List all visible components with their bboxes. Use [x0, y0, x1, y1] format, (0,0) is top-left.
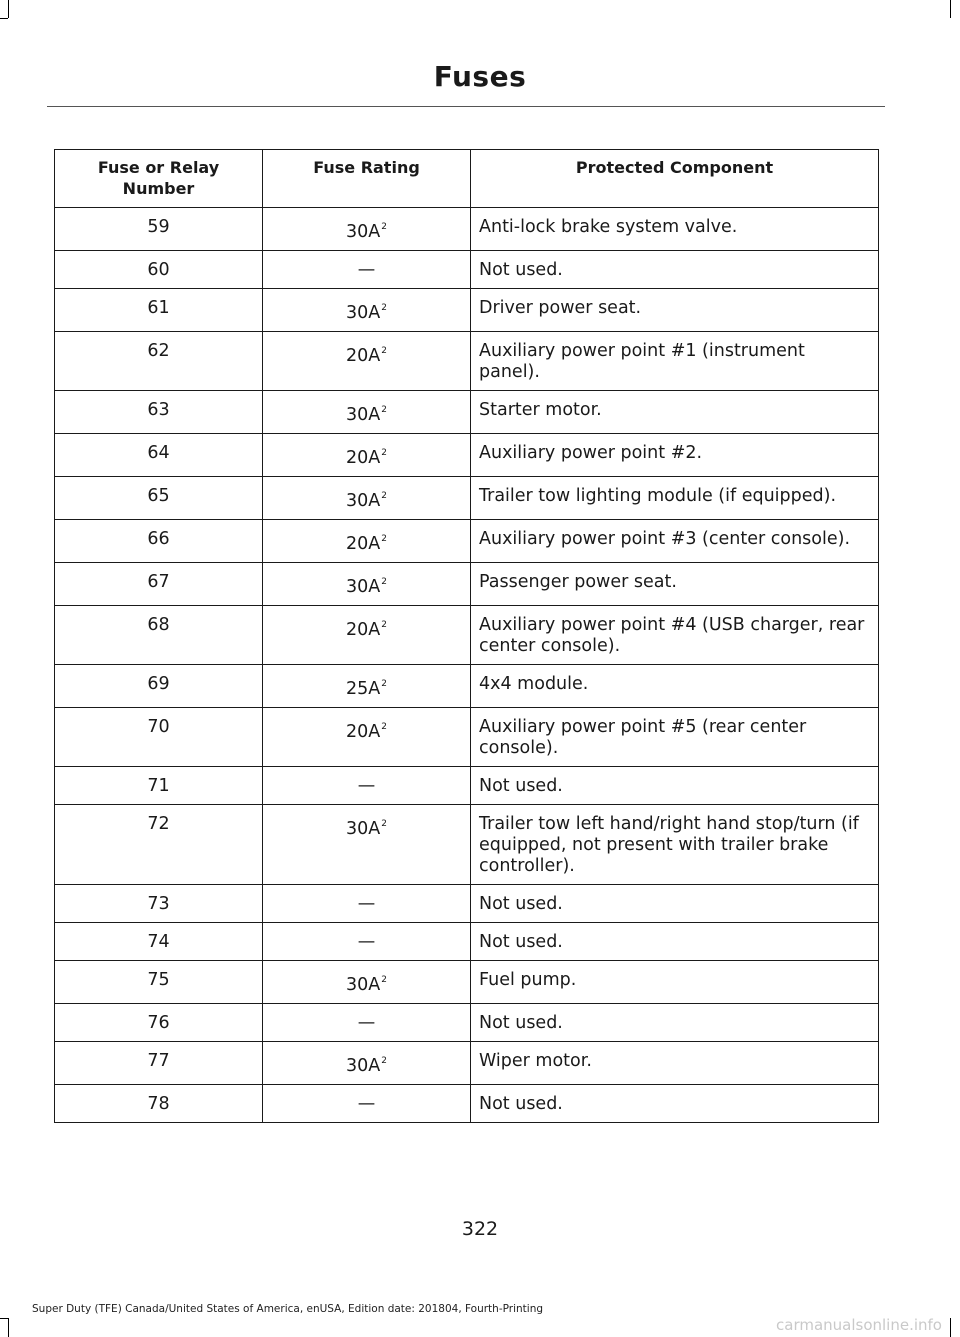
- fuse-rating-value: 30A: [346, 303, 381, 323]
- table-row: [55, 477, 879, 520]
- footnote-marker: 2: [381, 620, 387, 630]
- footnote-marker: 2: [381, 346, 387, 356]
- protected-component-cell: Not used.: [471, 1085, 879, 1123]
- protected-component-cell: Fuel pump.: [471, 961, 879, 1004]
- fuse-number-cell: 63: [55, 391, 263, 434]
- protected-component-cell: Auxiliary power point #5 (rear center console).: [471, 708, 879, 767]
- fuse-rating-value: 30A: [346, 819, 381, 839]
- table-row: [55, 251, 879, 289]
- table-row: [55, 391, 879, 434]
- footnote-marker: 2: [381, 975, 387, 985]
- fuse-rating-value: 25A: [346, 679, 381, 699]
- table-row: [55, 434, 879, 477]
- protected-component-cell: 4x4 module.: [471, 665, 879, 708]
- crop-mark-bottom-left-h: [0, 1318, 8, 1319]
- fuse-rating-value: 20A: [346, 534, 381, 554]
- table-row: [55, 961, 879, 1004]
- fuse-number-cell: 65: [55, 477, 263, 520]
- crop-mark-top-left-h: [0, 18, 8, 19]
- protected-component-cell: Trailer tow lighting module (if equipped).: [471, 477, 879, 520]
- fuse-rating-value: 30A: [346, 1056, 381, 1076]
- footnote-marker: 2: [381, 819, 387, 829]
- fuse-rating-value: —: [357, 260, 376, 280]
- fuse-rating-value: —: [357, 1094, 376, 1114]
- footnote-marker: 2: [381, 222, 387, 232]
- footnote-marker: 2: [381, 448, 387, 458]
- crop-mark-top-right-v: [950, 0, 951, 18]
- table-row: [55, 289, 879, 332]
- protected-component-cell: Auxiliary power point #1 (instrument panel).: [471, 332, 879, 391]
- fuse-number-cell: 62: [55, 332, 263, 391]
- fuse-rating-cell: [263, 961, 471, 1004]
- fuse-rating-cell: [263, 1004, 471, 1042]
- fuse-rating-value: —: [357, 776, 376, 796]
- fuse-table: [54, 149, 879, 1123]
- protected-component-cell: Anti-lock brake system valve.: [471, 208, 879, 251]
- protected-component-cell: Not used.: [471, 923, 879, 961]
- title-divider: [47, 106, 885, 107]
- footnote-marker: 2: [381, 405, 387, 415]
- fuse-rating-cell: [263, 923, 471, 961]
- fuse-number-cell: 61: [55, 289, 263, 332]
- fuse-number-cell: 77: [55, 1042, 263, 1085]
- fuse-number-cell: 68: [55, 606, 263, 665]
- fuse-rating-cell: [263, 332, 471, 391]
- watermark: carmanualsonline.info: [776, 1316, 942, 1334]
- fuse-number-cell: 71: [55, 767, 263, 805]
- fuse-rating-cell: [263, 1085, 471, 1123]
- fuse-rating-cell: [263, 1042, 471, 1085]
- crop-mark-top-left-v: [8, 0, 9, 18]
- fuse-rating-value: —: [357, 1013, 376, 1033]
- crop-mark-bottom-left-v: [8, 1318, 9, 1337]
- table-row: [55, 520, 879, 563]
- table-row: [55, 606, 879, 665]
- footer-edition-text: Super Duty (TFE) Canada/United States of America, enUSA, Edition date: 201804, Fourth-Printing: [32, 1303, 544, 1315]
- fuse-number-cell: 60: [55, 251, 263, 289]
- table-row: [55, 1042, 879, 1085]
- crop-mark-bottom-right-v: [950, 1318, 951, 1337]
- footnote-marker: 2: [381, 303, 387, 313]
- table-row: [55, 563, 879, 606]
- table-row: [55, 805, 879, 885]
- fuse-rating-cell: [263, 708, 471, 767]
- fuse-rating-value: 30A: [346, 577, 381, 597]
- protected-component-cell: Trailer tow left hand/right hand stop/turn (if equipped, not present with trailer brake controller).: [471, 805, 879, 885]
- protected-component-cell: Driver power seat.: [471, 289, 879, 332]
- table-header-row: [55, 150, 879, 208]
- fuse-rating-cell: [263, 665, 471, 708]
- fuse-rating-cell: [263, 289, 471, 332]
- fuse-rating-value: 20A: [346, 448, 381, 468]
- header-fuse-rating: Fuse Rating: [263, 150, 471, 208]
- fuse-number-cell: 75: [55, 961, 263, 1004]
- footnote-marker: 2: [381, 679, 387, 689]
- fuse-rating-value: 30A: [346, 491, 381, 511]
- fuse-table-body: [55, 208, 879, 1123]
- fuse-rating-value: 20A: [346, 722, 381, 742]
- table-row: [55, 708, 879, 767]
- fuse-rating-cell: [263, 606, 471, 665]
- table-row: [55, 923, 879, 961]
- fuse-rating-cell: [263, 805, 471, 885]
- header-fuse-number: Fuse or Relay Number: [55, 150, 263, 208]
- footnote-marker: 2: [381, 491, 387, 501]
- footnote-marker: 2: [381, 1056, 387, 1066]
- fuse-rating-cell: [263, 434, 471, 477]
- fuse-number-cell: 72: [55, 805, 263, 885]
- protected-component-cell: Auxiliary power point #3 (center console).: [471, 520, 879, 563]
- fuse-number-cell: 64: [55, 434, 263, 477]
- fuse-rating-value: 20A: [346, 620, 381, 640]
- fuse-number-cell: 78: [55, 1085, 263, 1123]
- table-row: [55, 208, 879, 251]
- fuse-rating-cell: [263, 563, 471, 606]
- fuse-rating-value: 30A: [346, 222, 381, 242]
- table-row: [55, 1085, 879, 1123]
- header-protected-component: Protected Component: [471, 150, 879, 208]
- protected-component-cell: Not used.: [471, 251, 879, 289]
- table-row: [55, 885, 879, 923]
- protected-component-cell: Auxiliary power point #2.: [471, 434, 879, 477]
- fuse-number-cell: 66: [55, 520, 263, 563]
- fuse-rating-value: 30A: [346, 975, 381, 995]
- footnote-marker: 2: [381, 722, 387, 732]
- fuse-rating-cell: [263, 477, 471, 520]
- fuse-number-cell: 73: [55, 885, 263, 923]
- fuse-rating-cell: [263, 885, 471, 923]
- fuse-number-cell: 67: [55, 563, 263, 606]
- fuse-rating-value: —: [357, 894, 376, 914]
- footnote-marker: 2: [381, 534, 387, 544]
- fuse-number-cell: 69: [55, 665, 263, 708]
- fuse-number-cell: 59: [55, 208, 263, 251]
- footnote-marker: 2: [381, 577, 387, 587]
- fuse-rating-cell: [263, 767, 471, 805]
- fuse-number-cell: 70: [55, 708, 263, 767]
- protected-component-cell: Not used.: [471, 885, 879, 923]
- table-row: [55, 1004, 879, 1042]
- fuse-rating-value: —: [357, 932, 376, 952]
- protected-component-cell: Wiper motor.: [471, 1042, 879, 1085]
- table-row: [55, 767, 879, 805]
- fuse-number-cell: 76: [55, 1004, 263, 1042]
- page-number: 322: [461, 1218, 499, 1240]
- fuse-rating-cell: [263, 520, 471, 563]
- protected-component-cell: Not used.: [471, 767, 879, 805]
- fuse-rating-cell: [263, 208, 471, 251]
- fuse-rating-cell: [263, 251, 471, 289]
- protected-component-cell: Not used.: [471, 1004, 879, 1042]
- table-row: [55, 332, 879, 391]
- protected-component-cell: Auxiliary power point #4 (USB charger, rear center console).: [471, 606, 879, 665]
- fuse-rating-value: 30A: [346, 405, 381, 425]
- fuse-rating-value: 20A: [346, 346, 381, 366]
- fuse-rating-cell: [263, 391, 471, 434]
- table-row: [55, 665, 879, 708]
- page-title: Fuses: [433, 60, 527, 93]
- protected-component-cell: Starter motor.: [471, 391, 879, 434]
- protected-component-cell: Passenger power seat.: [471, 563, 879, 606]
- fuse-number-cell: 74: [55, 923, 263, 961]
